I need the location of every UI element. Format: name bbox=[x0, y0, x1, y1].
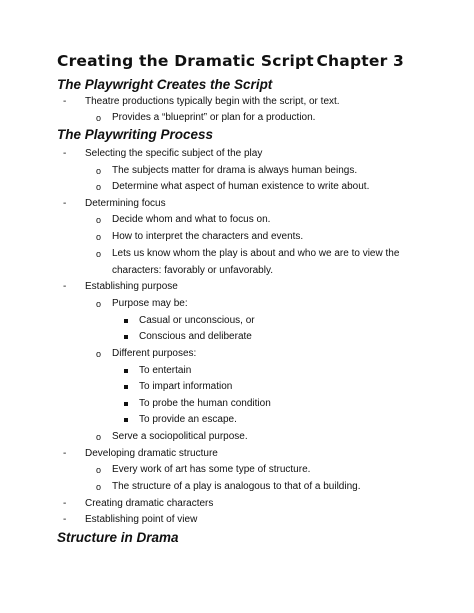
circle-bullet: o bbox=[96, 249, 102, 259]
list-item-text: Establishing point of view bbox=[85, 514, 198, 525]
list-item-text: To impart information bbox=[139, 381, 233, 392]
list-item bbox=[63, 146, 263, 162]
dash-bullet: - bbox=[63, 96, 67, 107]
list-item-text: Selecting the specific subject of the play bbox=[85, 148, 263, 159]
list-item bbox=[96, 110, 316, 126]
list-item-text: Developing dramatic structure bbox=[85, 448, 218, 459]
square-bullet-icon bbox=[124, 335, 128, 339]
circle-bullet: o bbox=[96, 482, 102, 492]
list-item-text: Establishing purpose bbox=[85, 281, 178, 292]
square-bullet-icon bbox=[124, 418, 128, 422]
circle-bullet: o bbox=[96, 166, 102, 176]
page-header bbox=[57, 52, 404, 70]
list-item-text: The structure of a play is analogous to that of a building. bbox=[112, 481, 361, 492]
list-item bbox=[139, 379, 232, 395]
dash-bullet: - bbox=[63, 514, 67, 525]
dash-bullet: - bbox=[63, 281, 67, 292]
list-item-text: Decide whom and what to focus on. bbox=[112, 214, 271, 225]
circle-bullet: o bbox=[96, 465, 102, 475]
list-item-text: Purpose may be: bbox=[112, 298, 188, 309]
circle-bullet: o bbox=[96, 182, 102, 192]
list-item-text: Serve a sociopolitical purpose. bbox=[112, 431, 248, 442]
list-item-text: To probe the human condition bbox=[139, 398, 271, 409]
list-item-text: Casual or unconscious, or bbox=[139, 315, 255, 326]
square-bullet-icon bbox=[124, 319, 128, 323]
list-item bbox=[96, 462, 311, 478]
list-item bbox=[96, 229, 304, 245]
list-item-text: Every work of art has some type of structure. bbox=[112, 464, 311, 475]
list-item bbox=[139, 412, 237, 428]
dash-bullet: - bbox=[63, 448, 67, 459]
list-item-text: To entertain bbox=[139, 365, 192, 376]
list-item bbox=[139, 363, 191, 379]
circle-bullet: o bbox=[96, 432, 102, 442]
list-item bbox=[139, 313, 255, 329]
list-item bbox=[96, 179, 370, 195]
list-item bbox=[96, 246, 400, 262]
list-item-text: Determine what aspect of human existence to write about. bbox=[112, 181, 370, 192]
list-item-text: How to interpret the characters and events. bbox=[112, 231, 304, 242]
circle-bullet: o bbox=[96, 215, 102, 225]
square-bullet-icon bbox=[124, 402, 128, 406]
list-item bbox=[63, 496, 214, 512]
list-item bbox=[96, 429, 248, 445]
list-item-text: Provides a “blueprint” or plan for a production. bbox=[112, 112, 316, 123]
list-item-text: Determining focus bbox=[85, 198, 166, 209]
list-item bbox=[96, 479, 361, 495]
list-item bbox=[96, 163, 358, 179]
list-item-text: The subjects matter for drama is always human beings. bbox=[112, 165, 358, 176]
list-item bbox=[63, 196, 166, 212]
square-bullet-icon bbox=[124, 369, 128, 373]
list-item bbox=[63, 446, 218, 462]
list-item bbox=[96, 346, 197, 362]
section-heading: The Playwriting Process bbox=[57, 127, 214, 142]
page-title: Creating the Dramatic Script bbox=[57, 52, 314, 70]
list-item-continuation bbox=[112, 263, 273, 279]
square-bullet-icon bbox=[124, 385, 128, 389]
circle-bullet: o bbox=[96, 299, 102, 309]
list-item bbox=[96, 212, 271, 228]
list-item-text: Creating dramatic characters bbox=[85, 498, 214, 509]
list-item bbox=[139, 329, 252, 345]
list-item bbox=[63, 94, 340, 110]
list-item bbox=[63, 512, 198, 528]
chapter-label: Chapter 3 bbox=[316, 52, 404, 70]
section-heading: The Playwright Creates the Script bbox=[57, 77, 273, 92]
list-item-text: Conscious and deliberate bbox=[139, 331, 252, 342]
dash-bullet: - bbox=[63, 198, 67, 209]
circle-bullet: o bbox=[96, 113, 102, 123]
list-item-text: characters: favorably or unfavorably. bbox=[112, 265, 274, 276]
list-item bbox=[63, 279, 178, 295]
list-item-text: Theatre productions typically begin with the script, or text. bbox=[85, 96, 340, 107]
section-heading: Structure in Drama bbox=[57, 530, 179, 545]
list-item-text: Lets us know whom the play is about and who we are to view the bbox=[112, 248, 400, 259]
list-item-text: Different purposes: bbox=[112, 348, 197, 359]
circle-bullet: o bbox=[96, 232, 102, 242]
dash-bullet: - bbox=[63, 498, 67, 509]
list-item-text: To provide an escape. bbox=[139, 414, 237, 425]
list-item bbox=[96, 296, 188, 312]
circle-bullet: o bbox=[96, 349, 102, 359]
list-item bbox=[139, 396, 271, 412]
dash-bullet: - bbox=[63, 148, 67, 159]
